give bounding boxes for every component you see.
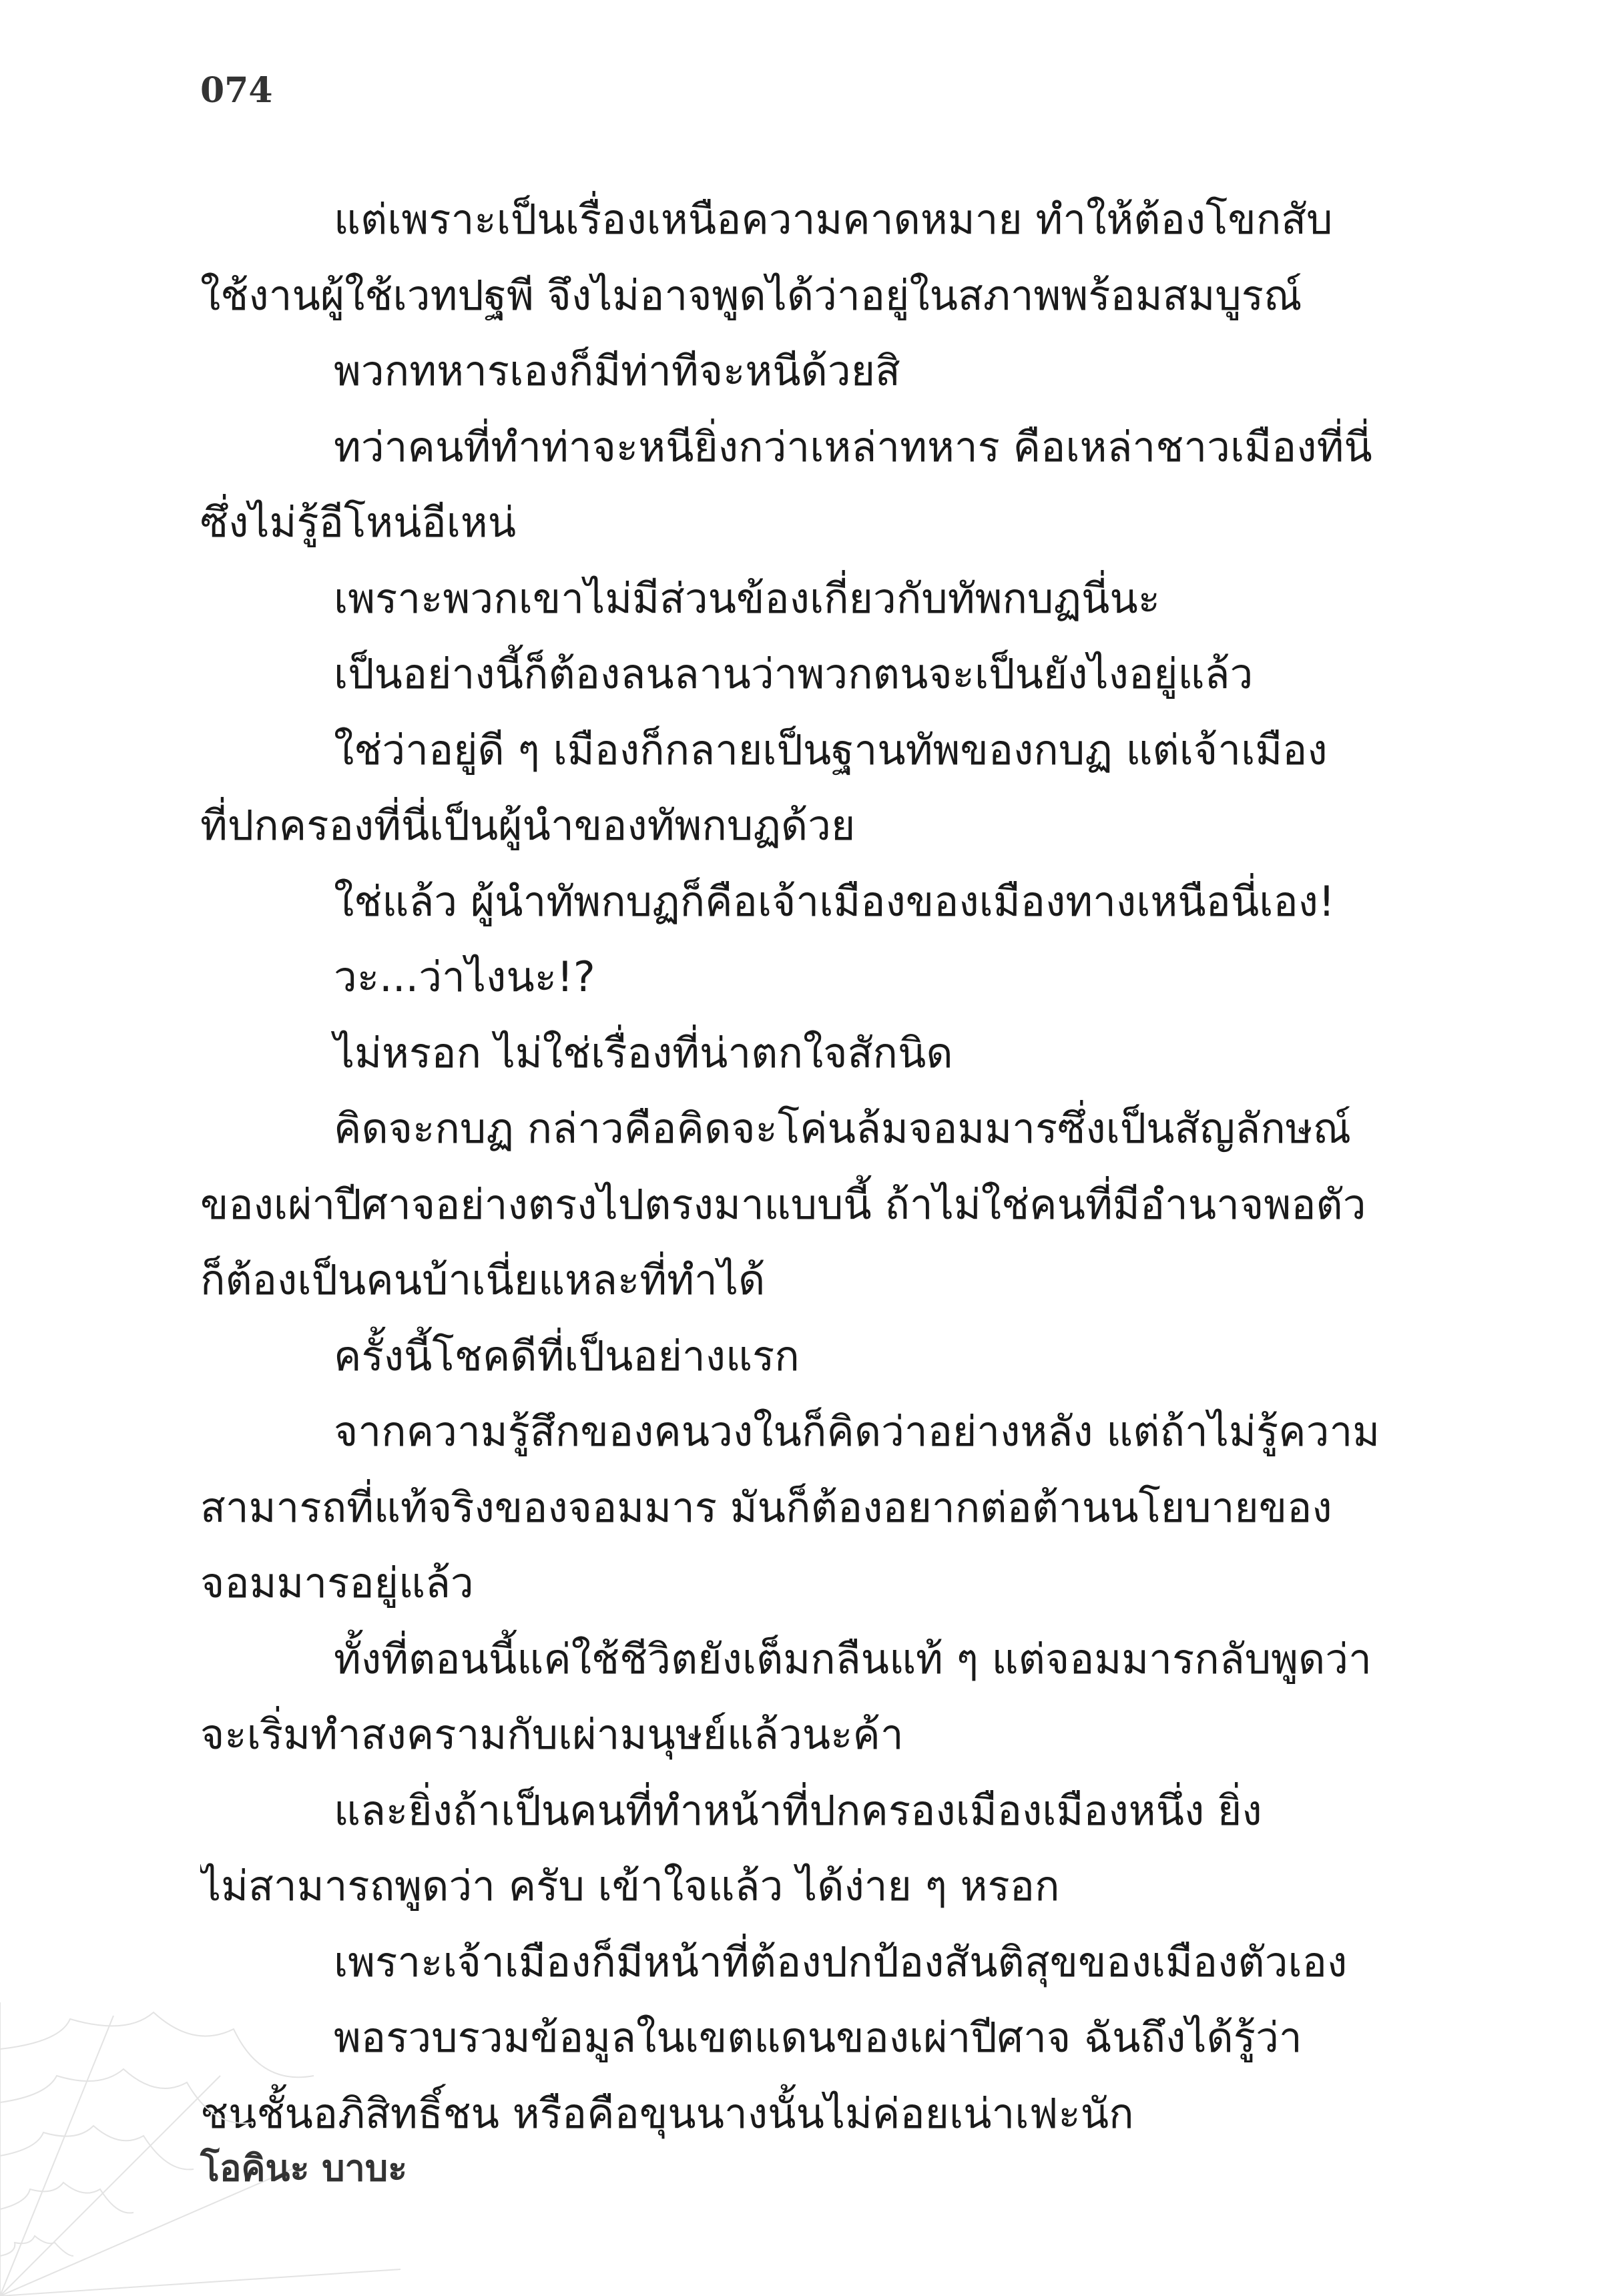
text-line: เพราะเจ้าเมืองก็มีหน้าที่ต้องปกป้องสันติสุขของเมืองตัวเอง [334, 1937, 1348, 1986]
text-line: สามารถที่แท้จริงของจอมมาร มันก็ต้องอยากต่อต้านนโยบายของ [200, 1482, 1332, 1532]
text-line: ของเผ่าปีศาจอย่างตรงไปตรงมาแบบนี้ ถ้าไม่ใช่คนที่มีอำนาจพอตัว [200, 1179, 1366, 1229]
text-line: ใช้งานผู้ใช้เวทปฐพี จึงไม่อาจพูดได้ว่าอยู่ในสภาพพร้อมสมบูรณ์ [200, 270, 1302, 320]
text-line: ครั้งนี้โชคดีที่เป็นอย่างแรก [334, 1331, 800, 1380]
text-line: จะเริ่มทำสงครามกับเผ่ามนุษย์แล้วนะค้า [200, 1710, 904, 1759]
text-line: และยิ่งถ้าเป็นคนที่ทำหน้าที่ปกครองเมืองเมืองหนึ่ง ยิ่ง [334, 1785, 1262, 1835]
text-line: จอมมารอยู่แล้ว [200, 1558, 474, 1607]
text-line: คิดจะกบฏ กล่าวคือคิดจะโค่นล้มจอมมารซึ่งเป็นสัญลักษณ์ [334, 1104, 1352, 1153]
text-line: ใช่ว่าอยู่ดี ๆ เมืองก็กลายเป็นฐานทัพของกบฏ แต่เจ้าเมือง [334, 725, 1328, 774]
book-title: โอคินะ บาบะ [200, 2147, 408, 2189]
text-line: ชนชั้นอภิสิทธิ์ชน หรือคือขุนนางนั้นไม่ค่อยเน่าเฟะนัก [200, 2088, 1134, 2138]
text-line: ก็ต้องเป็นคนบ้าเนี่ยแหละที่ทำได้ [200, 1255, 766, 1304]
text-line: เพราะพวกเขาไม่มีส่วนข้องเกี่ยวกับทัพกบฏนี่นะ [334, 573, 1161, 623]
text-line: ที่ปกครองที่นี่เป็นผู้นำของทัพกบฏด้วย [200, 801, 856, 850]
text-line: ทั้งที่ตอนนี้แค่ใช้ชีวิตยังเต็มกลืนแท้ ๆ แต่จอมมารกลับพูดว่า [334, 1634, 1372, 1683]
body-text [200, 182, 1408, 2151]
text-line: ไม่สามารถพูดว่า ครับ เข้าใจแล้ว ได้ง่าย ๆ หรอก [200, 1861, 1060, 1910]
text-line: ใช่แล้ว ผู้นำทัพกบฏก็คือเจ้าเมืองของเมืองทางเหนือนี่เอง! [334, 876, 1335, 926]
text-line: พวกทหารเองก็มีท่าทีจะหนีด้วยสิ [334, 346, 900, 395]
text-line: วะ...ว่าไงนะ!? [334, 952, 595, 1001]
text-line: เป็นอย่างนี้ก็ต้องลนลานว่าพวกตนจะเป็นยังไงอยู่แล้ว [334, 649, 1254, 698]
text-line: ทว่าคนที่ทำท่าจะหนียิ่งกว่าเหล่าทหาร คือเหล่าชาวเมืองที่นี่ [334, 422, 1372, 471]
text-line: พอรวบรวมข้อมูลในเขตแดนของเผ่าปีศาจ ฉันถึงได้รู้ว่า [334, 2013, 1302, 2062]
text-line: ไม่หรอก ไม่ใช่เรื่องที่น่าตกใจสักนิด [334, 1028, 953, 1077]
text-line: จากความรู้สึกของคนวงในก็คิดว่าอย่างหลัง แต่ถ้าไม่รู้ความ [334, 1407, 1380, 1456]
page-number: 074 [200, 70, 273, 111]
text-line: ซึ่งไม่รู้อีโหน่อีเหน่ [200, 498, 517, 547]
text-line: แต่เพราะเป็นเรื่องเหนือความคาดหมาย ทำให้ต้องโขกสับ [334, 195, 1333, 244]
